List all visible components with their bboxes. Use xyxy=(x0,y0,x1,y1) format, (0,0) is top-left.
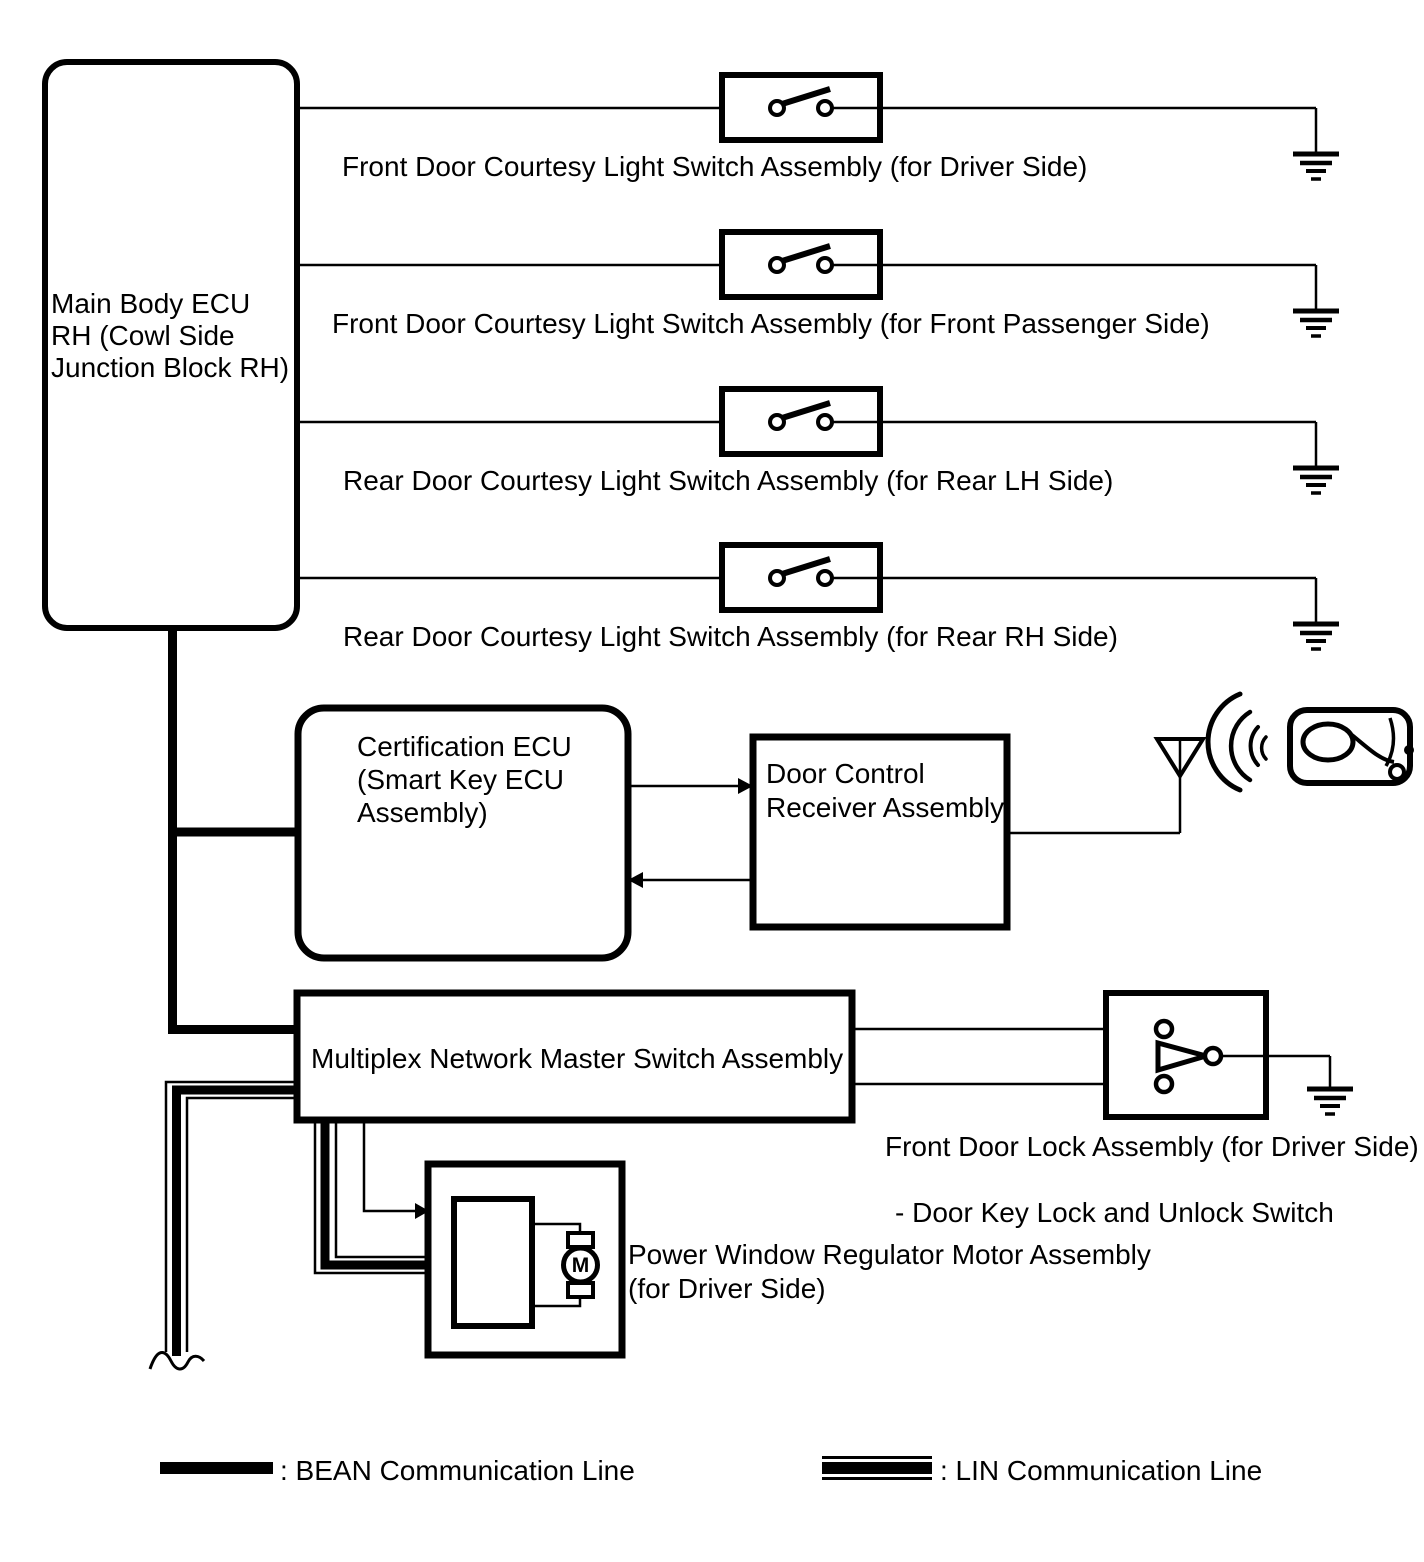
legend-lin-label: : LIN Communication Line xyxy=(940,1455,1263,1486)
arrow-to-receiver-icon xyxy=(628,778,753,794)
courtesy-row-rear-rh-label: Rear Door Courtesy Light Switch Assembly (for Rear RH Side) xyxy=(343,621,1118,652)
key-fob-icon xyxy=(1290,710,1414,783)
motor-letter: M xyxy=(571,1254,590,1277)
lin-line-main xyxy=(150,1082,298,1369)
door-control-receiver-label: Door Control Receiver Assembly xyxy=(766,758,1005,823)
front-door-lock-box xyxy=(1106,993,1353,1117)
bean-communication-lines xyxy=(168,626,298,1034)
front-door-lock-label: Front Door Lock Assembly (for Driver Side) xyxy=(885,1131,1419,1162)
courtesy-row-front-passenger-label: Front Door Courtesy Light Switch Assembly (for Front Passenger Side) xyxy=(332,308,1210,339)
courtesy-row-driver-label: Front Door Courtesy Light Switch Assembly (for Driver Side) xyxy=(342,151,1088,182)
lin-line-power-window xyxy=(315,1118,428,1273)
certification-ecu-label: Certification ECU (Smart Key ECU Assembly) xyxy=(357,731,572,828)
arrow-to-certification-icon xyxy=(628,872,753,888)
courtesy-row-rear-lh-label: Rear Door Courtesy Light Switch Assembly (for Rear LH Side) xyxy=(343,465,1114,496)
legend-lin-key xyxy=(822,1458,932,1479)
ground-icon xyxy=(1307,1089,1353,1114)
lock-switch-wires xyxy=(852,1029,1106,1084)
legend-bean-label: : BEAN Communication Line xyxy=(280,1455,635,1486)
lock-switch-contact-icon xyxy=(1158,1043,1206,1070)
multiplex-master-switch-label: Multiplex Network Master Switch Assembly xyxy=(311,1043,844,1074)
wireless-waves-icon xyxy=(1208,694,1266,790)
arrow-to-power-window-icon xyxy=(364,1118,429,1219)
antenna-icon xyxy=(1007,739,1203,833)
door-key-lock-unlock-label: - Door Key Lock and Unlock Switch xyxy=(895,1197,1334,1228)
legend-bean-key xyxy=(160,1462,273,1474)
main-ecu-label: Main Body ECU RH (Cowl Side Junction Block RH) xyxy=(51,288,290,383)
power-window-motor-label: Power Window Regulator Motor Assembly (for Driver Side) xyxy=(628,1239,1151,1304)
